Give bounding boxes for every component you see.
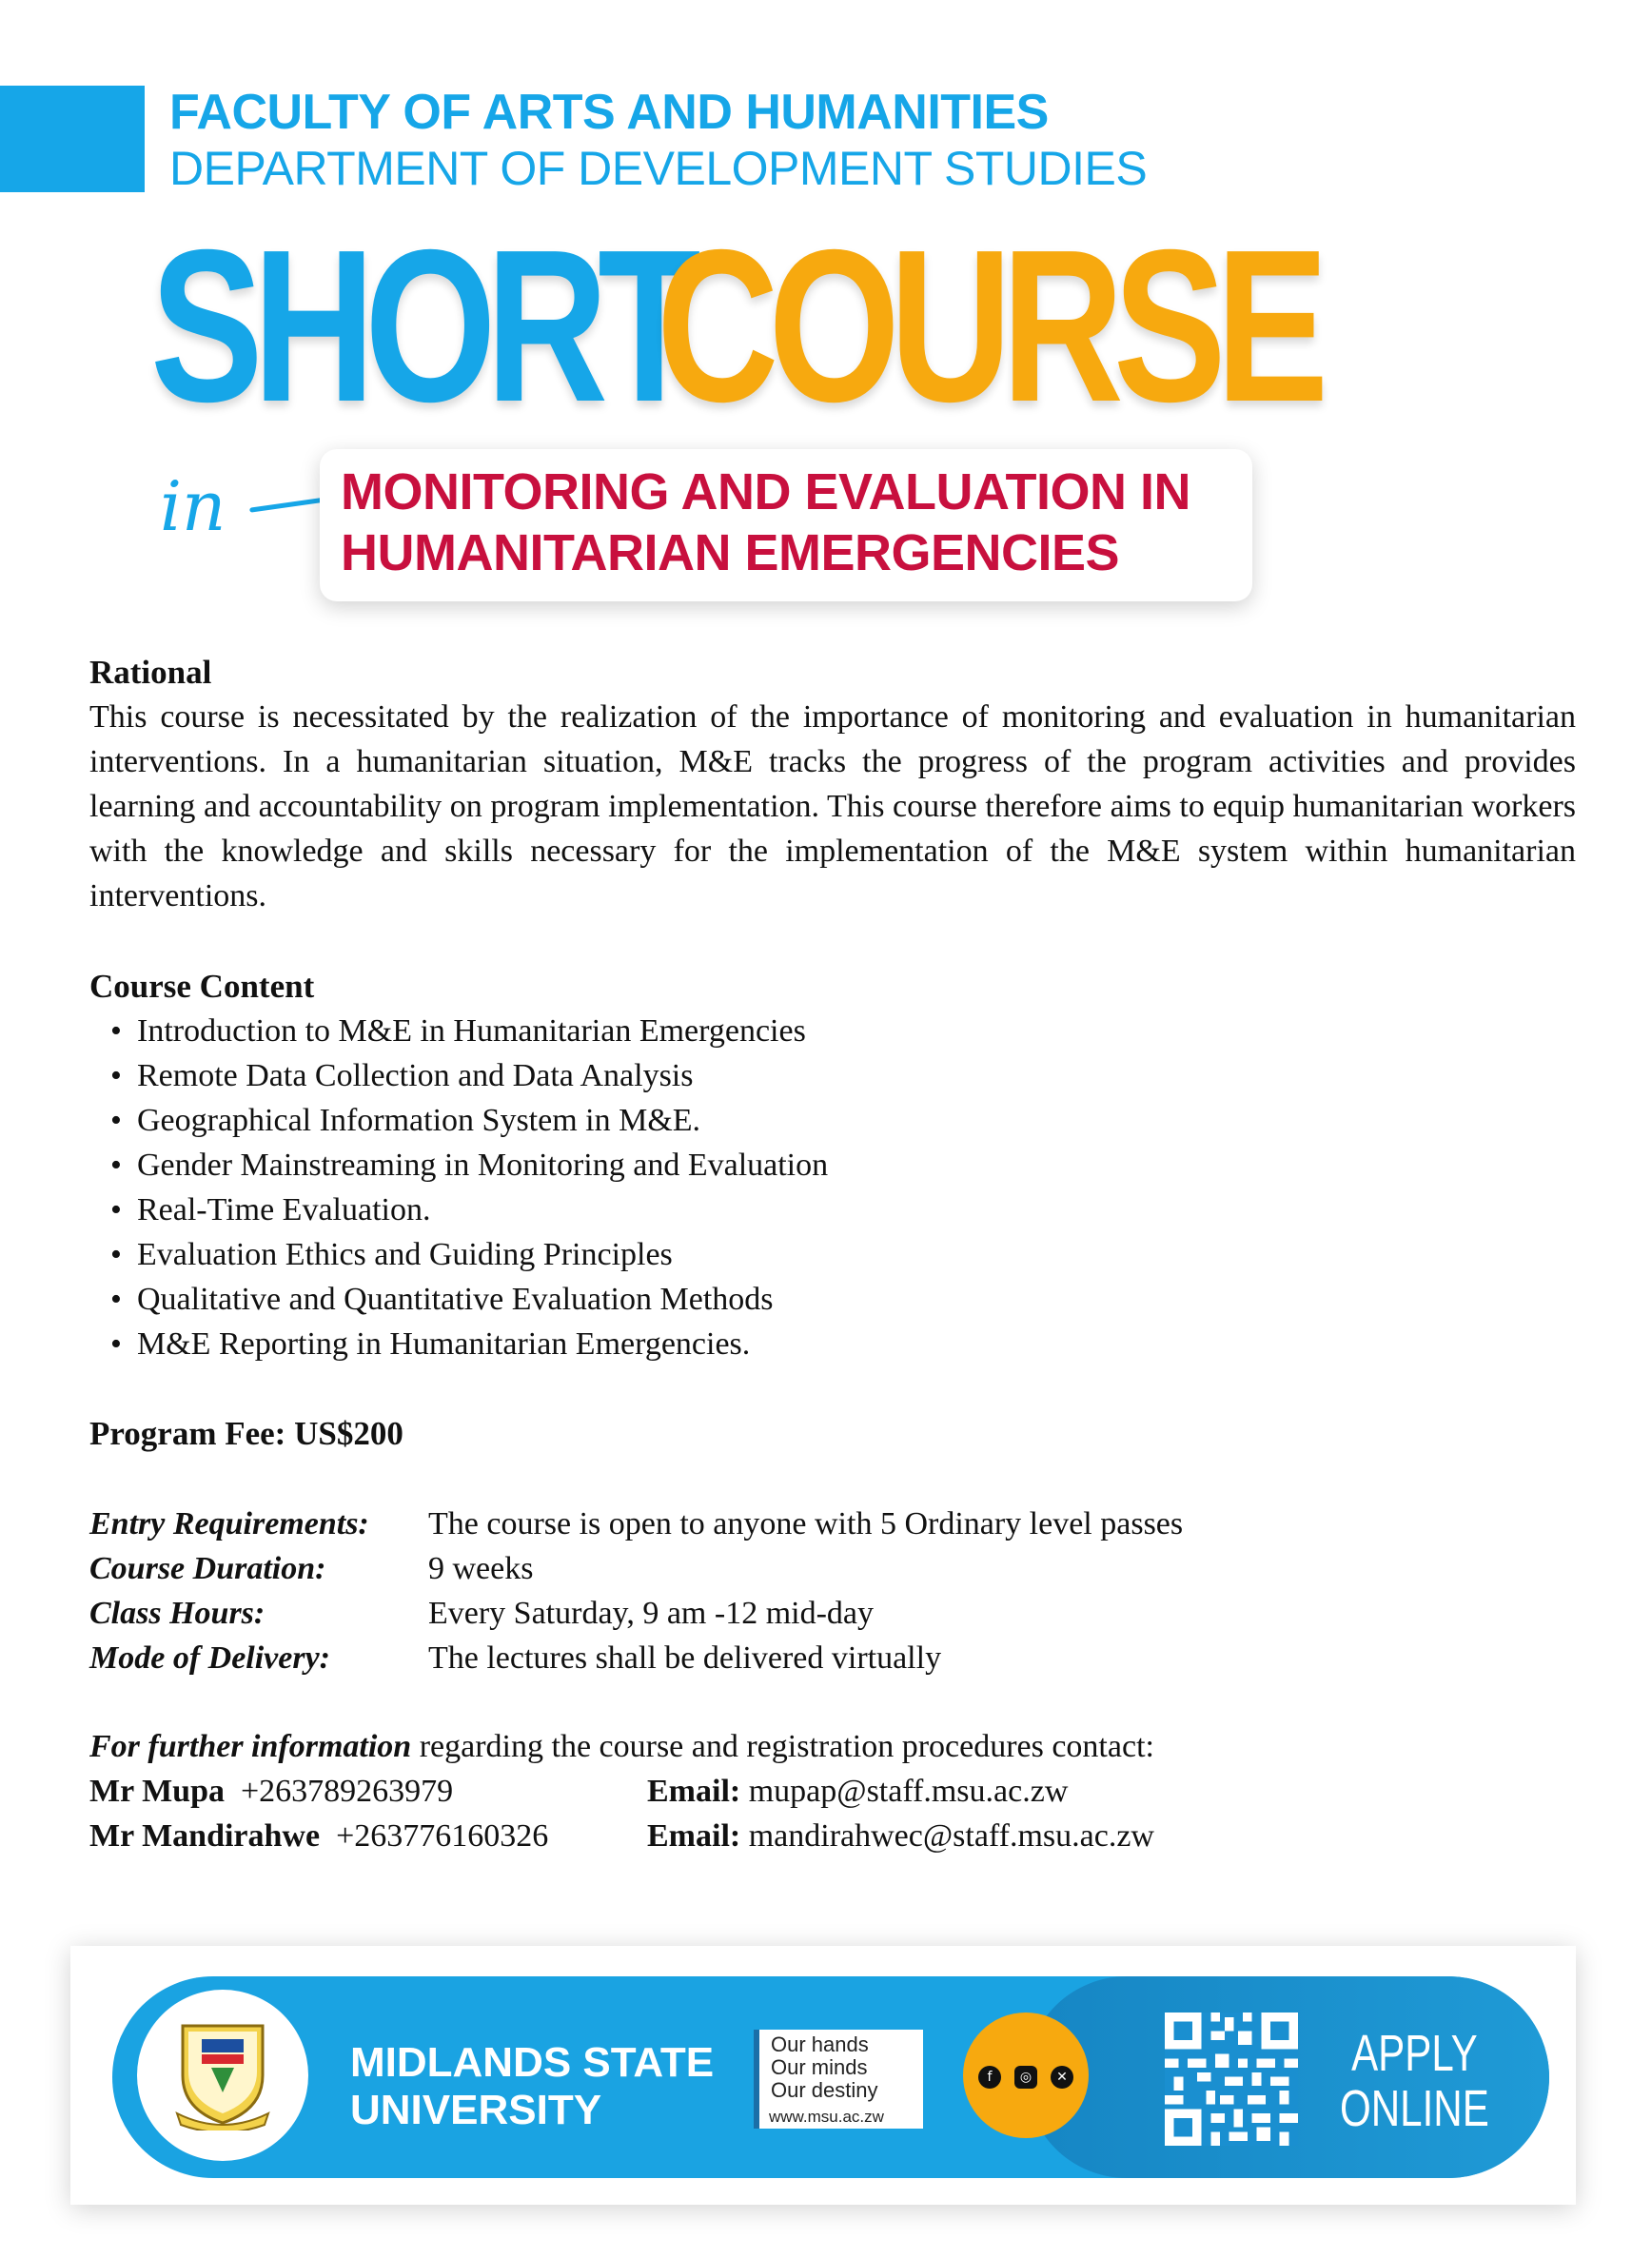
in-script: in bbox=[160, 466, 226, 546]
qr-code-icon[interactable] bbox=[1165, 2013, 1298, 2146]
university-name: MIDLANDS STATE UNIVERSITY bbox=[350, 2039, 715, 2133]
motto-line: Our destiny bbox=[771, 2078, 878, 2102]
contact-name: Mr Mandirahwe bbox=[89, 1818, 321, 1854]
apply-online-button[interactable]: APPLY ONLINE bbox=[1340, 2025, 1489, 2137]
list-item: • Geographical Information System in M&E. bbox=[110, 1103, 701, 1138]
social-links bbox=[963, 2013, 1089, 2138]
contact-phone[interactable]: +263789263979 bbox=[240, 1774, 454, 1809]
requirement-row bbox=[89, 1591, 1183, 1636]
email-label: Email: bbox=[647, 1818, 741, 1854]
department-title: DEPARTMENT OF DEVELOPMENT STUDIES bbox=[169, 142, 1148, 195]
rational-heading: Rational bbox=[89, 654, 212, 691]
list-item: • Evaluation Ethics and Guiding Principles bbox=[110, 1237, 673, 1272]
in-flourish bbox=[249, 497, 327, 512]
further-info: For further information regarding the course and registration procedures contact: bbox=[89, 1729, 1154, 1764]
course-title bbox=[150, 206, 1319, 447]
requirement-value: 9 weeks bbox=[428, 1551, 534, 1586]
list-item: • M&E Reporting in Humanitarian Emergencies. bbox=[110, 1326, 751, 1362]
crest-icon bbox=[173, 2018, 272, 2130]
requirement-value: Every Saturday, 9 am -12 mid-day bbox=[428, 1596, 874, 1631]
subtitle-line-2: HUMANITARIAN EMERGENCIES bbox=[341, 524, 1120, 581]
accent-bar bbox=[0, 86, 145, 192]
motto-line: Our minds bbox=[771, 2055, 868, 2079]
title-course: COURSE bbox=[657, 206, 1319, 447]
requirements-table bbox=[89, 1502, 1183, 1680]
course-content-list bbox=[107, 1009, 828, 1366]
course-content-heading: Course Content bbox=[89, 968, 315, 1005]
list-item: • Qualitative and Quantitative Evaluation Methods bbox=[110, 1282, 774, 1317]
contact-row bbox=[89, 1769, 1069, 1814]
x-icon[interactable]: ✕ bbox=[1051, 2066, 1073, 2089]
contact-row bbox=[89, 1814, 1154, 1858]
faculty-title: FACULTY OF ARTS AND HUMANITIES bbox=[169, 85, 1049, 140]
subtitle-line-1: MONITORING AND EVALUATION IN bbox=[341, 463, 1190, 520]
requirement-row bbox=[89, 1636, 1183, 1680]
contact-phone[interactable]: +263776160326 bbox=[336, 1818, 549, 1854]
title-short: SHORT bbox=[150, 206, 691, 447]
list-item: • Real-Time Evaluation. bbox=[110, 1192, 431, 1227]
list-item: • Introduction to M&E in Humanitarian Emergencies bbox=[110, 1013, 806, 1049]
motto-line: Our hands bbox=[771, 2032, 869, 2056]
list-item: • Gender Mainstreaming in Monitoring and Evaluation bbox=[110, 1148, 829, 1183]
requirement-label: Entry Requirements: bbox=[89, 1506, 369, 1541]
requirement-value: The lectures shall be delivered virtually bbox=[428, 1640, 942, 1676]
requirement-value: The course is open to anyone with 5 Ordinary level passes bbox=[428, 1506, 1184, 1541]
requirement-row bbox=[89, 1502, 1183, 1546]
requirement-label: Course Duration: bbox=[89, 1551, 326, 1586]
website-link[interactable]: www.msu.ac.zw bbox=[769, 2108, 884, 2126]
contact-email[interactable]: mandirahwec@staff.msu.ac.zw bbox=[748, 1818, 1154, 1854]
list-item: • Remote Data Collection and Data Analysis bbox=[110, 1058, 694, 1093]
rational-text: This course is necessitated by the realization of the importance of monitoring and evaluation in humanitarian interventions. In a humanitarian situation, M&E tracks the progress of the program activities and provides learning and accountability on program implementation. This course therefore aims to equip humanitarian workers with the knowledge and skills necessary for the implementation of the M&E system within humanitarian interventions. bbox=[89, 699, 1576, 913]
requirement-row bbox=[89, 1546, 1183, 1591]
contact-email[interactable]: mupap@staff.msu.ac.zw bbox=[748, 1774, 1069, 1809]
motto-box bbox=[754, 2030, 923, 2129]
footer-banner bbox=[70, 1946, 1576, 2205]
requirement-label: Class Hours: bbox=[89, 1596, 266, 1631]
email-label: Email: bbox=[647, 1774, 741, 1809]
instagram-icon[interactable]: ◎ bbox=[1014, 2066, 1037, 2089]
requirement-label: Mode of Delivery: bbox=[89, 1640, 331, 1676]
facebook-icon[interactable]: f bbox=[978, 2066, 1001, 2089]
university-logo bbox=[137, 1990, 308, 2161]
program-fee: Program Fee: US$200 bbox=[89, 1415, 403, 1452]
contact-name: Mr Mupa bbox=[89, 1774, 225, 1809]
subtitle-box bbox=[320, 449, 1252, 601]
